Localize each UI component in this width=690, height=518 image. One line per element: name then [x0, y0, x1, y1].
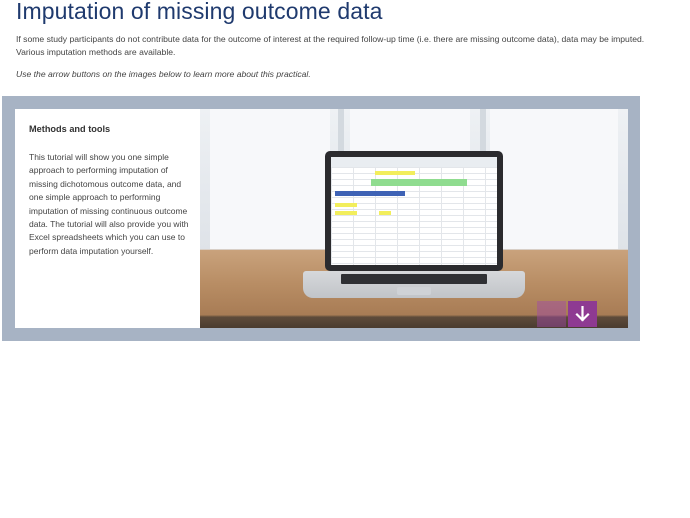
- highlighted-cell: [335, 211, 357, 215]
- window-pane: [490, 109, 618, 249]
- highlighted-cell: [371, 179, 467, 186]
- next-button[interactable]: [568, 301, 597, 327]
- laptop-base: [303, 271, 525, 298]
- previous-button[interactable]: [537, 301, 566, 327]
- intro-paragraph: If some study participants do not contribute data for the outcome of interest at the required follow-up time (i.e. there are missing outcome data), data may be imputed. Various imputation methods are available.: [16, 34, 645, 57]
- window-pane: [210, 109, 330, 249]
- highlighted-cell: [375, 171, 415, 175]
- slide-text-panel: [15, 109, 200, 328]
- highlighted-cell: [335, 191, 405, 196]
- page-title: Imputation of missing outcome data: [16, 0, 383, 24]
- arrow-down-icon: [575, 306, 590, 322]
- slide-heading: Methods and tools: [29, 124, 111, 134]
- laptop-keyboard: [341, 274, 487, 284]
- slide-body: This tutorial will show you one simple approach to performing imputation of missing dichotomous outcome data, and one simple approach to performing imputation of missing continuous outcome data. The tutorial will also provide you with Excel spreadsheets which you can use to perform data imputation yourself.: [29, 152, 189, 256]
- highlighted-cell: [379, 211, 391, 215]
- spreadsheet-ribbon: [331, 157, 497, 167]
- laptop-screen: [325, 151, 503, 271]
- laptop-photo: [200, 109, 628, 328]
- instruction-text: Use the arrow buttons on the images below to learn more about this practical.: [16, 69, 311, 79]
- spreadsheet-screenshot: [331, 157, 497, 265]
- image-carousel: [2, 96, 640, 341]
- laptop-trackpad: [397, 287, 431, 295]
- highlighted-cell: [335, 203, 357, 207]
